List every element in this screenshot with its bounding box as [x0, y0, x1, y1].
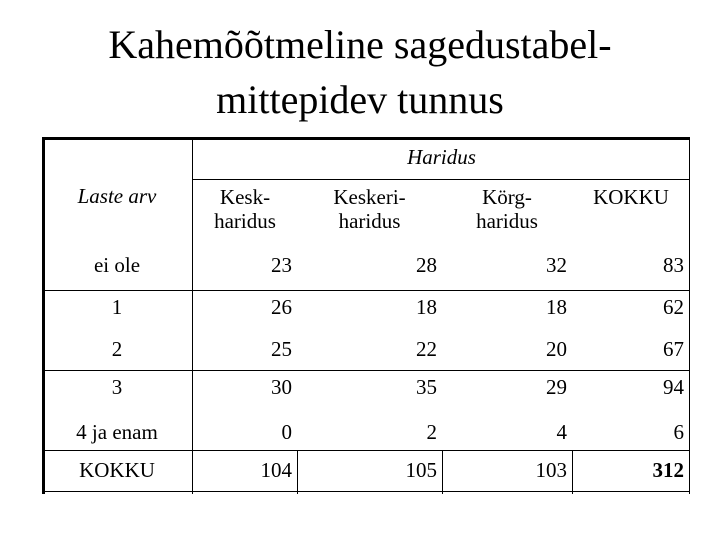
column-header-korg — [442, 185, 572, 233]
row-label: ei ole — [93, 253, 141, 277]
table-cell: 25 — [271, 337, 292, 361]
row-label: 2 — [111, 337, 123, 361]
column-header-line: haridus — [338, 209, 401, 233]
table-cell: 2 — [426, 420, 437, 444]
grand-total-cell: 312 — [652, 458, 684, 482]
table-cell: 6 — [673, 420, 684, 444]
table-cell: 105 — [405, 458, 437, 482]
table-grid-line — [42, 370, 690, 371]
table-cell: 94 — [663, 375, 684, 399]
column-header-line: KOKKU — [593, 185, 669, 209]
table-cell: 18 — [546, 295, 567, 319]
column-header-line: haridus — [476, 209, 538, 233]
slide-title-line-1: Kahemõõtmeline sagedustabel- — [108, 22, 612, 67]
column-header-kesk — [193, 185, 297, 233]
table-cell: 62 — [663, 295, 684, 319]
table-cell: 20 — [546, 337, 567, 361]
table-cell: 28 — [416, 253, 437, 277]
table-cell: 35 — [416, 375, 437, 399]
table-cell: 23 — [271, 253, 292, 277]
table-cell: 103 — [535, 458, 567, 482]
table-grid-line — [42, 290, 690, 291]
slide-title-line-2: mittepidev tunnus — [216, 77, 504, 122]
table-grid-line — [192, 179, 690, 180]
table-cell: 29 — [546, 375, 567, 399]
group-header-haridus: Haridus — [407, 145, 476, 169]
column-header-kokku — [572, 185, 690, 209]
table-cell: 0 — [281, 420, 292, 444]
table-cell: 104 — [260, 458, 292, 482]
table-border-top — [42, 137, 690, 140]
column-header-keskeri — [297, 185, 442, 233]
row-label: KOKKU — [79, 458, 155, 482]
table-cell: 32 — [546, 253, 567, 277]
frequency-table — [42, 137, 690, 494]
column-header-line: Körg- — [482, 185, 532, 209]
row-label: 1 — [111, 295, 123, 319]
table-cell: 18 — [416, 295, 437, 319]
table-cell: 30 — [271, 375, 292, 399]
row-header-laste-arv: Laste arv — [77, 184, 157, 208]
table-border-bottom — [42, 491, 690, 492]
table-cell: 22 — [416, 337, 437, 361]
column-header-line: Kesk- — [219, 185, 271, 209]
column-header-line: Keskeri- — [333, 185, 406, 209]
column-header-line: haridus — [214, 209, 276, 233]
table-cell: 4 — [556, 420, 567, 444]
row-label: 4 ja enam — [76, 420, 158, 444]
row-label: 3 — [111, 375, 123, 399]
table-cell: 83 — [663, 253, 684, 277]
table-grid-line — [42, 450, 690, 451]
table-cell: 67 — [663, 337, 684, 361]
table-cell: 26 — [271, 295, 292, 319]
